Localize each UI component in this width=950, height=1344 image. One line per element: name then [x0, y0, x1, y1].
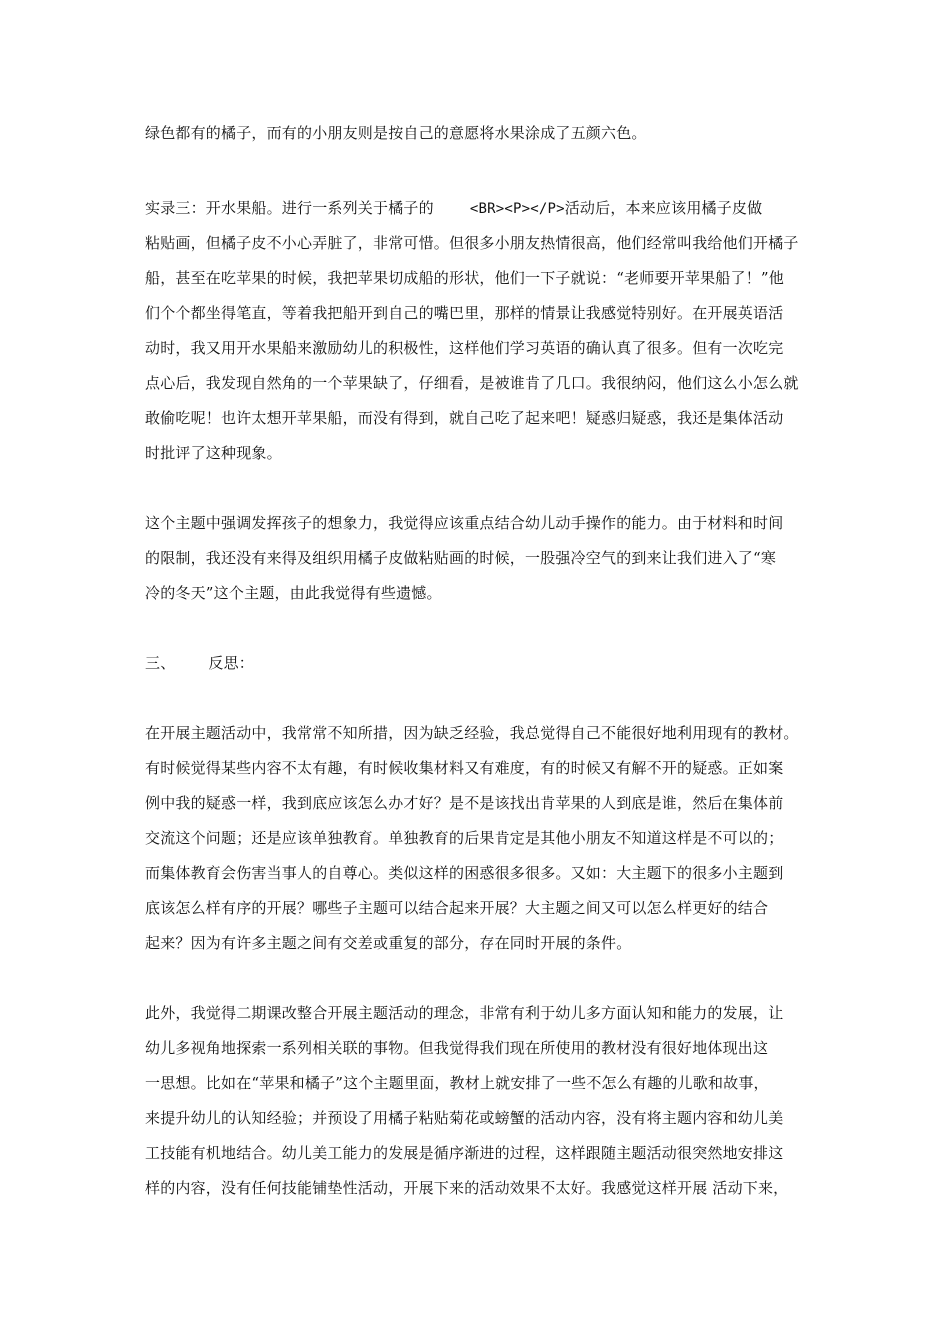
section-title: 反思： — [208, 654, 255, 672]
paragraph-3-line: 冷的冬天”这个主题，由此我觉得有些遗憾。 — [145, 584, 442, 602]
paragraph-3-line: 的限制，我还没有来得及组织用橘子皮做粘贴画的时候，一股强冷空气的到来让我们进入了“寒 — [145, 549, 777, 567]
paragraph-2-line — [145, 198, 815, 219]
paragraph-4-line: 起来？因为有许多主题之间有交差或重复的部分，存在同时开展的条件。 — [145, 934, 632, 952]
paragraph-2-text: 实录三：开水果船。进行一系列关于橘子的 — [145, 199, 434, 217]
paragraph-2-line: 们个个都坐得笔直，等着我把船开到自己的嘴巴里，那样的情景让我感觉特别好。在开展英语活 — [145, 304, 784, 322]
paragraph-4-line: 在开展主题活动中，我常常不知所措，因为缺乏经验，我总觉得自己不能很好地利用现有的教材。 — [145, 724, 799, 742]
section-heading — [145, 653, 815, 673]
paragraph-4-line: 有时候觉得某些内容不太有趣，有时候收集材料又有难度，有的时候又有解不开的疑惑。正如案 — [145, 759, 784, 777]
paragraph-5-line: 幼儿多视角地探索一系列相关联的事物。但我觉得我们现在所使用的教材没有很好地体现出这 — [145, 1039, 769, 1057]
section-number: 三、 — [145, 654, 176, 672]
paragraph-2-line: 点心后，我发现自然角的一个苹果缺了，仔细看，是被谁肯了几口。我很纳闷，他们这么小怎么就 — [145, 374, 799, 392]
paragraph-4-line: 底该怎么样有序的开展？哪些子主题可以结合起来开展？大主题之间又可以怎么样更好的结合 — [145, 899, 769, 917]
paragraph-5-line: 样的内容，没有任何技能铺垫性活动，开展下来的活动效果不太好。我感觉这样开展 活动下来， — [145, 1179, 789, 1197]
paragraph-1-line: 绿色都有的橘子，而有的小朋友则是按自己的意愿将水果涂成了五颜六色。 — [145, 124, 647, 142]
paragraph-5-line: 来提升幼儿的认知经验；并预设了用橘子粘贴菊花或螃蟹的活动内容，没有将主题内容和幼儿美 — [145, 1109, 784, 1127]
inline-code-fragment: <BR><P></P> — [469, 201, 565, 217]
paragraph-2-text: 活动后，本来应该用橘子皮做 — [564, 199, 763, 217]
paragraph-4-line: 例中我的疑惑一样，我到底应该怎么办才好？是不是该找出肯苹果的人到底是谁，然后在集体前 — [145, 794, 784, 812]
paragraph-2-line: 敢偷吃呢！也许太想开苹果船，而没有得到，就自己吃了起来吧！疑惑归疑惑，我还是集体活动 — [145, 409, 784, 427]
paragraph-2-line: 船，甚至在吃苹果的时候，我把苹果切成船的形状，他们一下子就说：“老师要开苹果船了！”他 — [145, 269, 784, 287]
paragraph-3-line: 这个主题中强调发挥孩子的想象力，我觉得应该重点结合幼儿动手操作的能力。由于材料和时间 — [145, 514, 784, 532]
paragraph-2-line: 粘贴画，但橘子皮不小心弄脏了，非常可惜。但很多小朋友热情很高，他们经常叫我给他们开橘子 — [145, 234, 799, 252]
paragraph-5-line: 此外，我觉得二期课改整合开展主题活动的理念，非常有利于幼儿多方面认知和能力的发展，让 — [145, 1004, 784, 1022]
paragraph-4-line: 交流这个问题；还是应该单独教育。单独教育的后果肯定是其他小朋友不知道这样是不可以的； — [145, 829, 784, 847]
paragraph-2-line: 动时，我又用开水果船来激励幼儿的积极性，这样他们学习英语的确认真了很多。但有一次吃完 — [145, 339, 784, 357]
paragraph-2-line: 时批评了这种现象。 — [145, 444, 282, 462]
paragraph-4-line: 而集体教育会伤害当事人的自尊心。类似这样的困惑很多很多。又如：大主题下的很多小主题到 — [145, 864, 784, 882]
paragraph-5-line: 工技能有机地结合。幼儿美工能力的发展是循序渐进的过程，这样跟随主题活动很突然地安排这 — [145, 1144, 784, 1162]
paragraph-5-line: 一思想。比如在“苹果和橘子”这个主题里面，教材上就安排了一些不怎么有趣的儿歌和故事， — [145, 1074, 769, 1092]
